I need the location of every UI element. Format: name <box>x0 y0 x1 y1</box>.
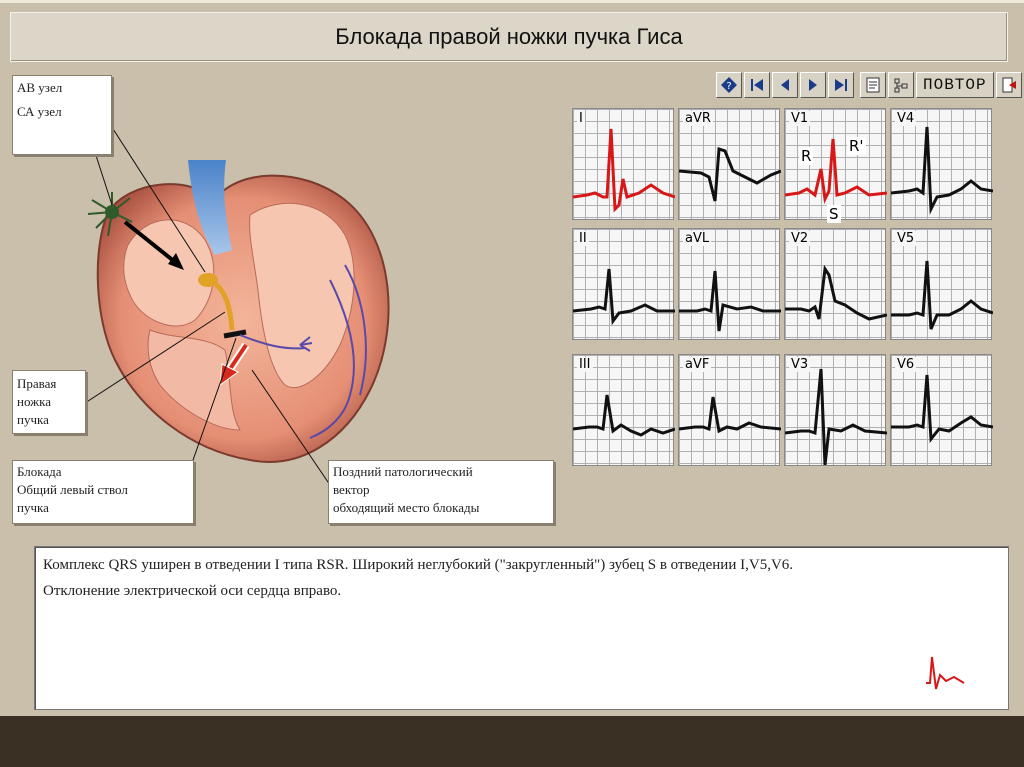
lead-avf <box>678 354 780 466</box>
lead-avl <box>678 228 780 340</box>
skip-first-icon <box>749 77 765 93</box>
callout-av-sa-nodes <box>12 75 112 155</box>
document-icon <box>865 77 881 93</box>
navigation-toolbar <box>716 72 1022 100</box>
lead-label: II <box>579 231 587 246</box>
lead-v1 <box>784 108 886 223</box>
ecg-12-lead-grid <box>572 108 996 472</box>
triangle-left-icon <box>777 77 793 93</box>
skip-last-icon <box>833 77 849 93</box>
lead-i <box>572 108 674 220</box>
ecg-logo-icon <box>924 653 974 693</box>
callout-av-node: АВ узел <box>17 80 63 95</box>
first-button[interactable] <box>744 72 770 98</box>
diamond-question-icon <box>720 76 738 94</box>
lead-avr <box>678 108 780 220</box>
last-button[interactable] <box>828 72 854 98</box>
ecg-trace <box>573 109 675 221</box>
help-button[interactable] <box>716 72 742 98</box>
repeat-button[interactable]: ПОВТОР <box>916 72 994 98</box>
exit-button[interactable] <box>996 72 1022 98</box>
lead-v6 <box>890 354 992 466</box>
lead-label: V4 <box>897 111 915 126</box>
description-box <box>34 546 1009 710</box>
page-title: Блокада правой ножки пучка Гиса <box>335 24 683 49</box>
lead-v4 <box>890 108 992 220</box>
lead-label: III <box>579 357 591 372</box>
lead-iii <box>572 354 674 466</box>
wave-label-r-prime: R' <box>849 137 864 155</box>
description-text: Комплекс QRS уширен в отведении I типа RSR. Широкий неглубокий ("закругленный") зубец S в отведении I,V5,V6. Отклонение электрической оси сердца вправо. <box>43 557 794 599</box>
wave-label-s: S <box>829 205 839 223</box>
callout-block-line1: Блокада <box>17 464 62 479</box>
lead-label: V5 <box>897 231 915 246</box>
callout-block <box>12 460 194 524</box>
callout-right-bundle-line1: Правая <box>17 376 57 391</box>
tree-button[interactable] <box>888 72 914 98</box>
svg-text:?: ? <box>726 81 732 92</box>
callout-block-line2: Общий левый ствол <box>17 482 128 497</box>
lead-v3 <box>784 354 886 466</box>
callout-late-vector-line2: вектор <box>333 482 370 497</box>
callout-late-vector-line3: обходящий место блокады <box>333 500 480 515</box>
lead-label: aVR <box>685 111 711 126</box>
callout-block-line3: пучка <box>17 500 49 515</box>
lead-label: I <box>579 111 583 126</box>
lead-label: V1 <box>791 111 809 126</box>
lead-ii <box>572 228 674 340</box>
lead-v5 <box>890 228 992 340</box>
wave-label-r: R <box>801 147 812 165</box>
notes-button[interactable] <box>860 72 886 98</box>
callout-right-bundle <box>12 370 86 434</box>
tree-icon <box>893 77 909 93</box>
callout-late-vector <box>328 460 554 524</box>
lead-label: V2 <box>791 231 809 246</box>
triangle-right-icon <box>805 77 821 93</box>
lead-label: aVF <box>685 357 710 372</box>
next-button[interactable] <box>800 72 826 98</box>
callout-right-bundle-line3: пучка <box>17 412 49 427</box>
callout-late-vector-line1: Поздний патологический <box>333 464 473 479</box>
lead-label: V6 <box>897 357 915 372</box>
lead-label: aVL <box>685 231 710 246</box>
callout-right-bundle-line2: ножка <box>17 394 52 409</box>
prev-button[interactable] <box>772 72 798 98</box>
footer-bar <box>0 716 1024 767</box>
lead-label: V3 <box>791 357 809 372</box>
lead-v2 <box>784 228 886 340</box>
exit-door-icon <box>1000 76 1018 94</box>
callout-sa-node: СА узел <box>17 104 62 119</box>
